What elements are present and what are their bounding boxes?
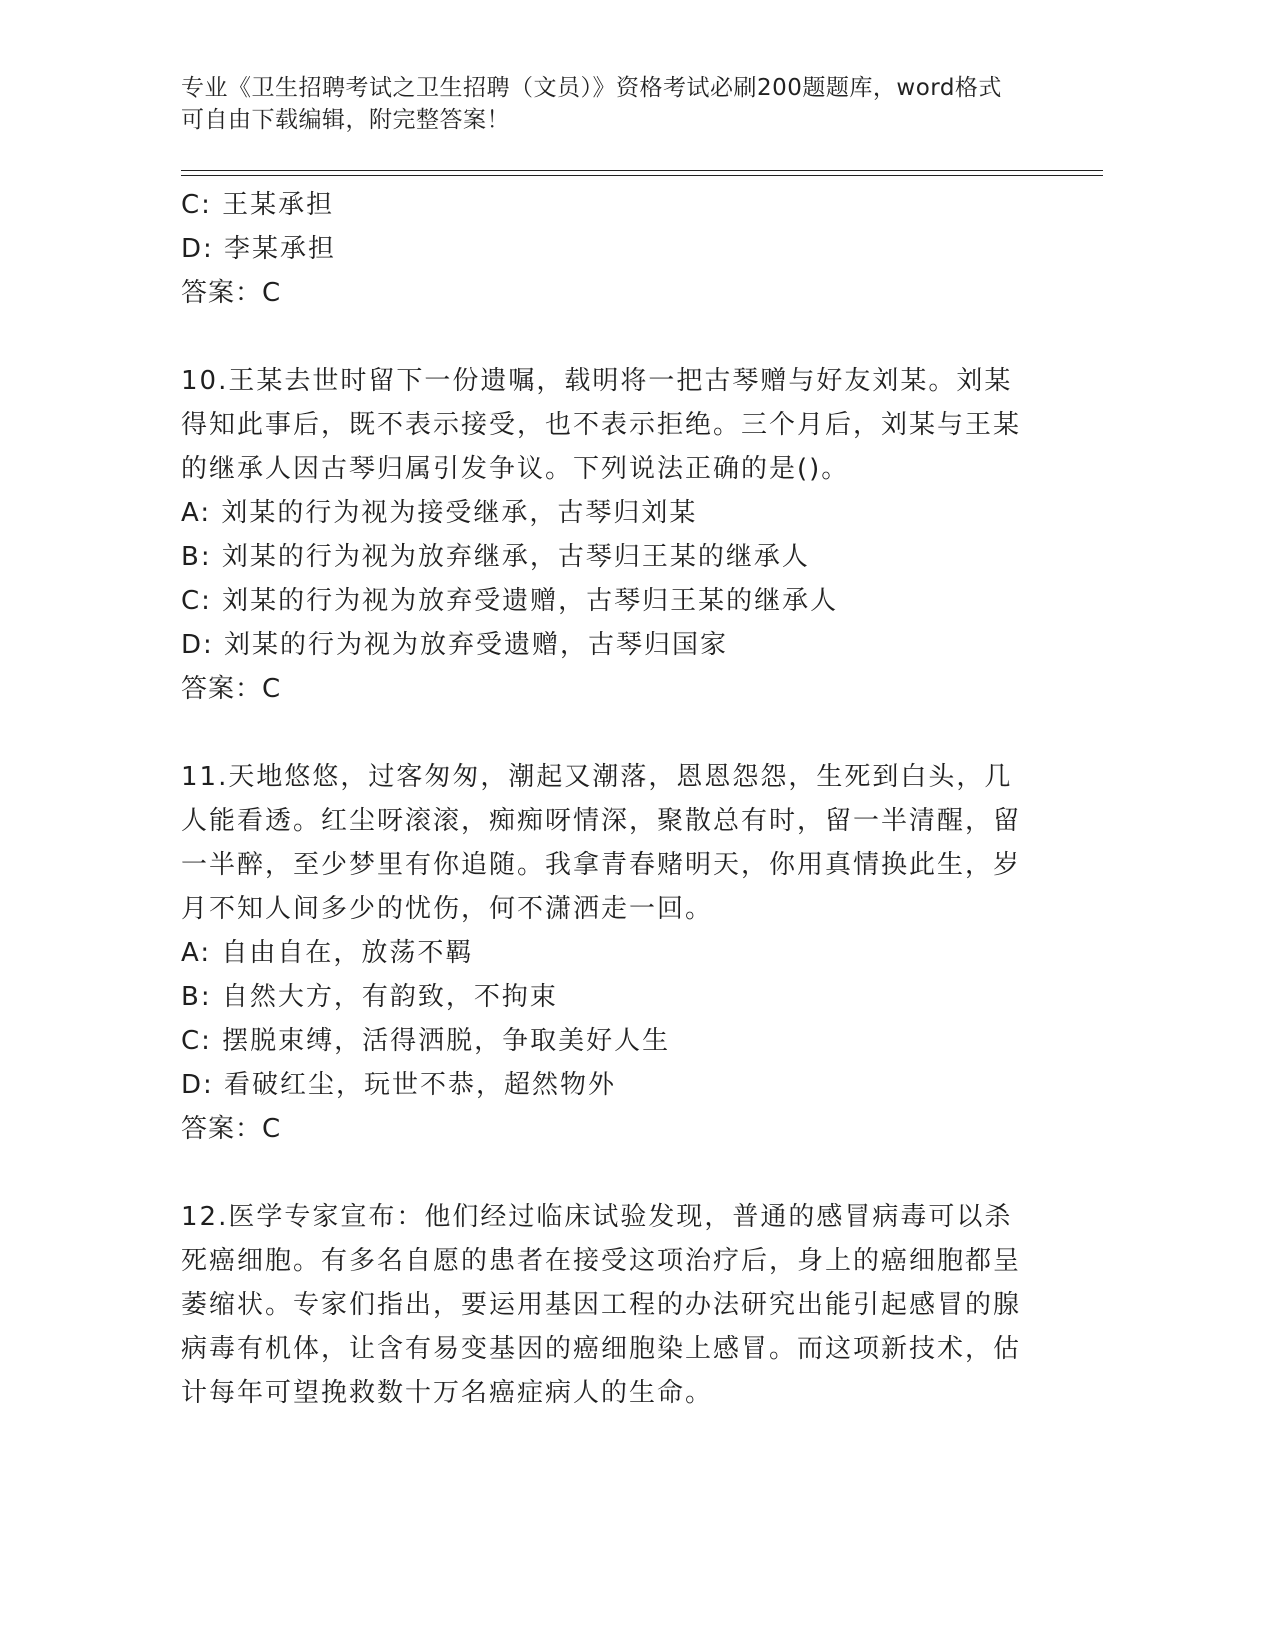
q11-option-c: C: 摆脱束缚，活得洒脱，争取美好人生 bbox=[181, 1026, 671, 1056]
header-rule-top bbox=[181, 170, 1103, 171]
q11-option-d: D: 看破红尘，玩世不恭，超然物外 bbox=[181, 1070, 617, 1100]
q10-option-b: B: 刘某的行为视为放弃继承，古琴归王某的继承人 bbox=[181, 542, 810, 572]
q11-option-a: A: 自由自在，放荡不羁 bbox=[181, 938, 474, 968]
spacer bbox=[181, 315, 1061, 359]
header-line-1: 专业《卫生招聘考试之卫生招聘（文员）》资格考试必刷200题题库，word格式 bbox=[181, 75, 1002, 101]
spacer bbox=[181, 711, 1061, 755]
q10-stem: 10.王某去世时留下一份遗嘱，载明将一把古琴赠与好友刘某。刘某得知此事后，既不表示接受，也不表示拒绝。三个月后，刘某与王某的继承人因古琴归属引发争议。下列说法正确的是()。 bbox=[181, 366, 1022, 484]
q11-answer: 答案：C bbox=[181, 1114, 282, 1144]
header-line-2: 可自由下载编辑，附完整答案！ bbox=[181, 107, 510, 133]
q11-stem: 11.天地悠悠，过客匆匆，潮起又潮落，恩恩怨怨，生死到白头，几人能看透。红尘呀滚滚，痴痴呀情深，聚散总有时，留一半清醒，留一半醉，至少梦里有你追随。我拿青春赌明天，你用真情换此生，岁月不知人间多少的忧伤，何不潇洒走一回。 bbox=[181, 762, 1022, 924]
q11-option-b: B: 自然大方，有韵致，不拘束 bbox=[181, 982, 558, 1012]
q9-option-d: D: 李某承担 bbox=[181, 234, 337, 264]
header-rule-bottom bbox=[181, 175, 1103, 176]
q10-option-d: D: 刘某的行为视为放弃受遗赠，古琴归国家 bbox=[181, 630, 729, 660]
spacer bbox=[181, 1151, 1061, 1195]
document-header bbox=[181, 72, 1061, 136]
q10-option-a: A: 刘某的行为视为接受继承，古琴归刘某 bbox=[181, 498, 698, 528]
question-content bbox=[181, 183, 1061, 1415]
q12-stem: 12.医学专家宣布：他们经过临床试验发现，普通的感冒病毒可以杀死癌细胞。有多名自愿的患者在接受这项治疗后，身上的癌细胞都呈萎缩状。专家们指出，要运用基因工程的办法研究出能引起感冒的腺病毒有机体，让含有易变基因的癌细胞染上感冒。而这项新技术，估计每年可望挽救数十万名癌症病人的生命。 bbox=[181, 1202, 1022, 1408]
q9-option-c: C: 王某承担 bbox=[181, 190, 335, 220]
q10-answer: 答案：C bbox=[181, 674, 282, 704]
q9-answer: 答案：C bbox=[181, 278, 282, 308]
q10-option-c: C: 刘某的行为视为放弃受遗赠，古琴归王某的继承人 bbox=[181, 586, 839, 616]
